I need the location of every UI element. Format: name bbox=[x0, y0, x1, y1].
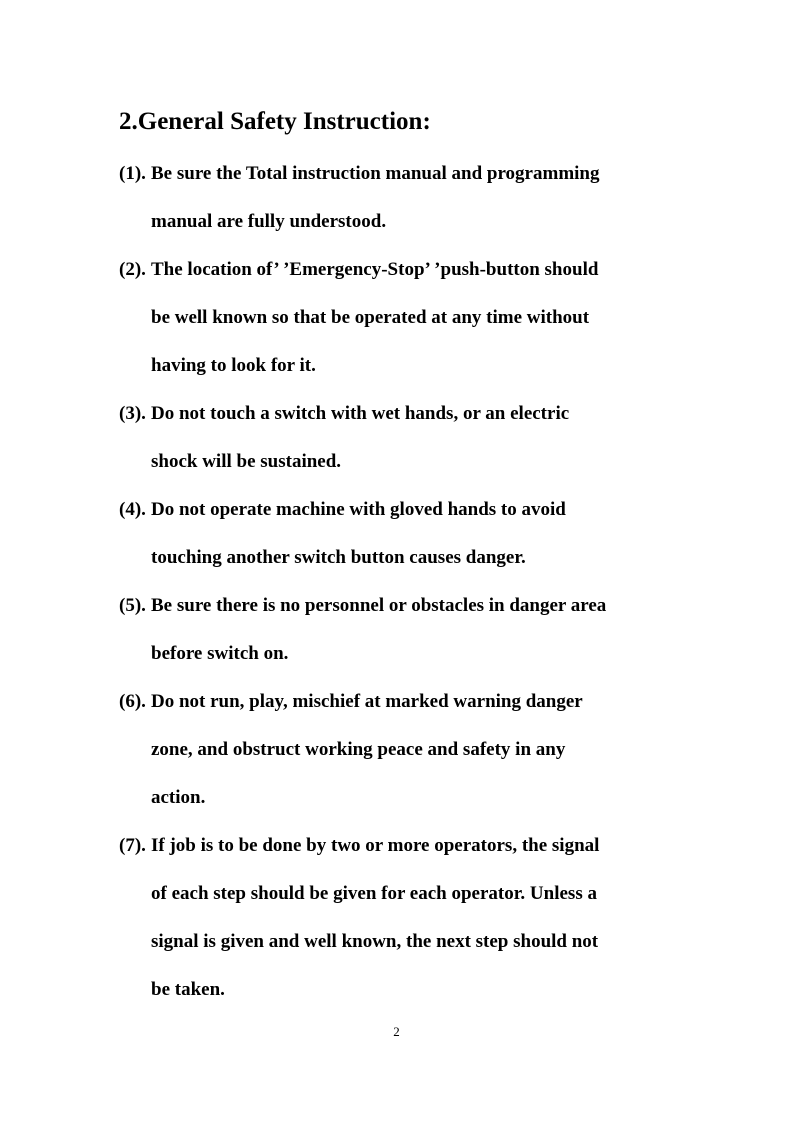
instruction-number: (4). bbox=[119, 499, 146, 520]
instruction-number: (7). bbox=[119, 835, 146, 856]
page-number: 2 bbox=[393, 1024, 400, 1039]
instruction-number: (3). bbox=[119, 403, 146, 424]
instruction-number: (5). bbox=[119, 595, 146, 616]
instruction-text: Be sure there is no personnel or obstacles in danger area before switch on. bbox=[151, 595, 607, 664]
instruction-number: (1). bbox=[119, 163, 146, 184]
instruction-item-7 bbox=[119, 822, 679, 1014]
instruction-text: Be sure the Total instruction manual and programming manual are fully understood. bbox=[151, 163, 600, 232]
instruction-number: (6). bbox=[119, 691, 146, 712]
instruction-item-6 bbox=[119, 678, 679, 822]
instruction-item-5 bbox=[119, 582, 679, 678]
instruction-item-2 bbox=[119, 246, 679, 390]
instruction-text: Do not run, play, mischief at marked warning danger zone, and obstruct working peace and safety in any action. bbox=[151, 691, 583, 808]
instruction-number: (2). bbox=[119, 259, 146, 280]
instruction-item-1 bbox=[119, 150, 679, 246]
instruction-item-3 bbox=[119, 390, 679, 486]
instruction-item-4 bbox=[119, 486, 679, 582]
safety-instructions-list bbox=[119, 150, 679, 1014]
instruction-text: If job is to be done by two or more operators, the signal of each step should be given for each operator. Unless a signal is given and well known, the next step should not be taken. bbox=[151, 835, 600, 1000]
instruction-text: The location of’ ’Emergency-Stop’ ’push-button should be well known so that be operated at any time without having to look for it. bbox=[151, 259, 599, 376]
instruction-text: Do not operate machine with gloved hands to avoid touching another switch button causes danger. bbox=[151, 499, 566, 568]
instruction-text: Do not touch a switch with wet hands, or an electric shock will be sustained. bbox=[151, 403, 570, 472]
section-heading: 2.General Safety Instruction: bbox=[119, 108, 431, 135]
